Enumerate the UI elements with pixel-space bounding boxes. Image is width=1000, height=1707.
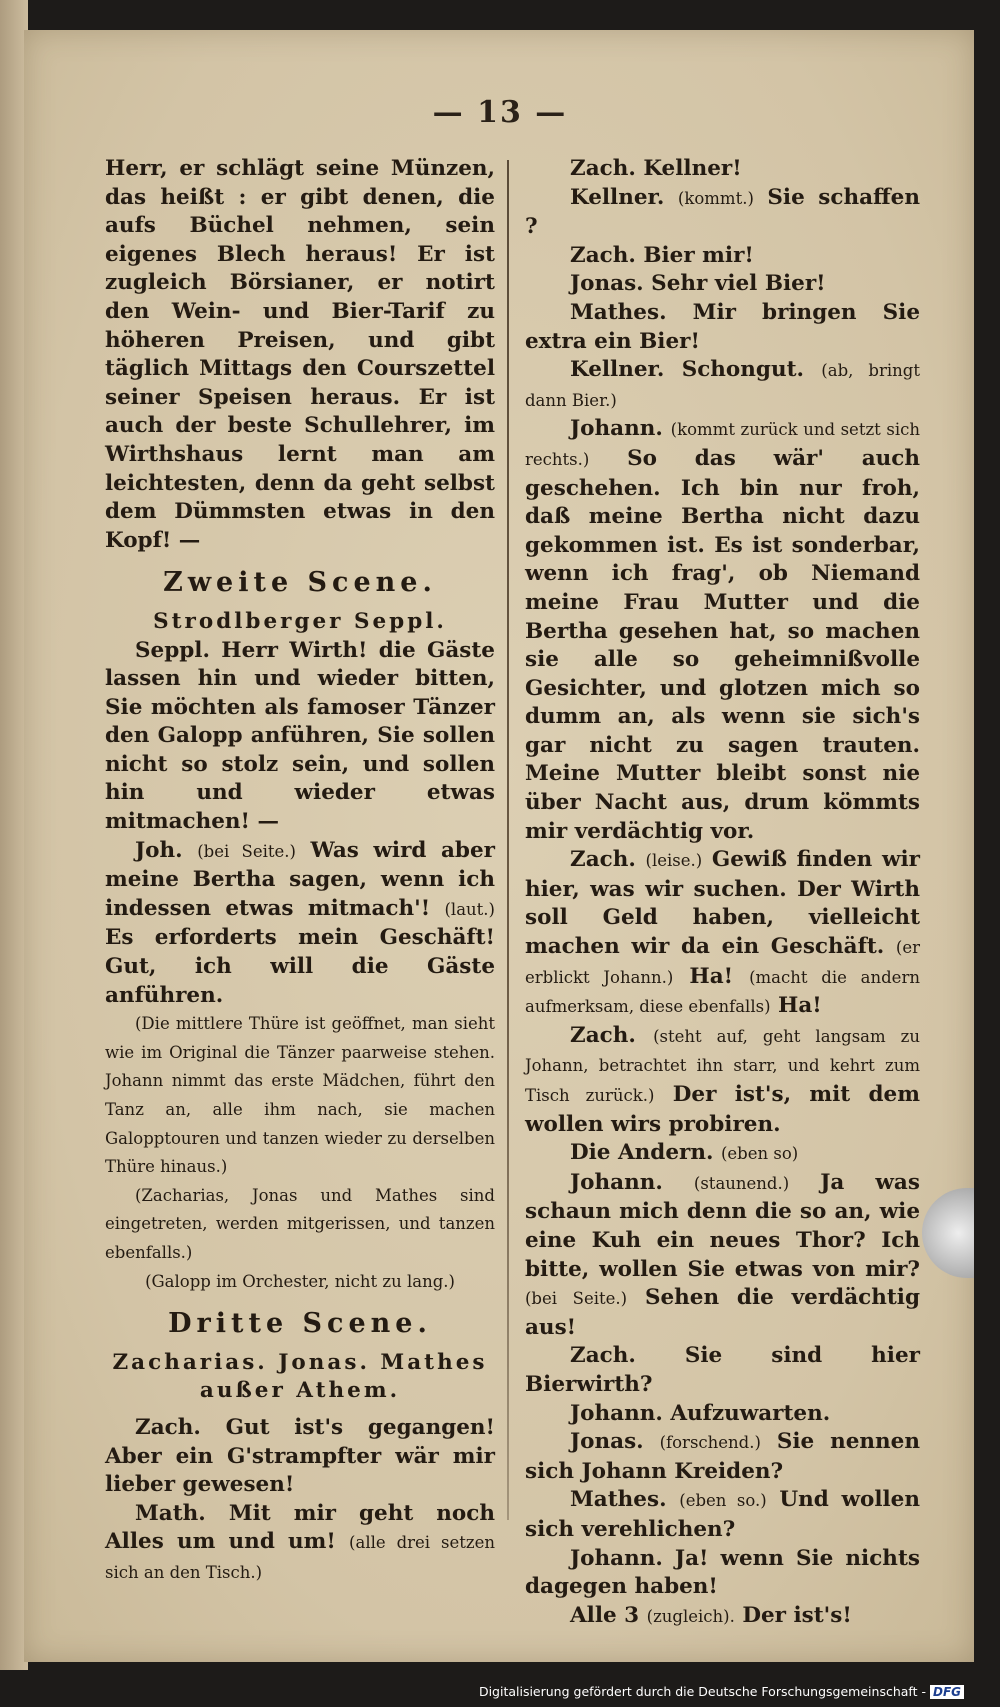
speech-text: Mit mir geht noch Alles um und um! (105, 1500, 495, 1555)
speech-text: Der ist's! (742, 1602, 852, 1628)
stage-direction: (alle drei setzen sich an den Tisch.) (105, 1533, 495, 1582)
stage-direction: (bei Seite.) (525, 1289, 628, 1309)
speech-line (525, 1342, 920, 1399)
stage-direction: (steht auf, geht langsam zu Johann, betrachtet ihn starr, und kehrt zum Tisch zurück.) (525, 1026, 920, 1105)
speech-text: Sie sind hier Bierwirth? (525, 1343, 920, 1397)
speaker: Zach. (570, 242, 636, 268)
speech-text: Was wird aber meine Bertha sagen, wenn ich indessen etwas mitmach'! (105, 837, 495, 921)
speech-text: Aufzuwarten. (670, 1400, 831, 1426)
speech-line (525, 184, 920, 242)
speaker: Johann. (570, 1400, 663, 1426)
speech-seppl (105, 637, 495, 837)
speech-text: So das wär' auch geschehen. Ich bin nur froh, daß meine Bertha nicht dazu gekommen ist. Es ist sonderbar, wenn ich frag', ob Niemand meine Frau Mutter und die Bertha gesehen hat, so machen sie alle so geheimnißvolle Gesichter, und glotzen mich so dumm an, als wenn sie sich's gar nicht zu sagen trauten. Meine Mutter bleibt sonst nie über Nacht aus, drum kömmts mir verdächtig vor. (525, 445, 920, 844)
speaker: Zach. (570, 1022, 636, 1048)
stage-direction: (bei Seite.) (197, 841, 296, 861)
speech-line (525, 846, 920, 1022)
speaker: Johann. (570, 1545, 663, 1571)
speech-text: Ha! (689, 963, 734, 989)
speaker: Zach. (570, 847, 636, 873)
speech-line (525, 270, 920, 299)
speaker: Mathes. (570, 299, 667, 325)
speaker: Seppl. (135, 637, 210, 663)
speaker: Kellner. (570, 184, 665, 210)
stage-direction: (kommt.) (677, 188, 754, 208)
speech-line (525, 1169, 920, 1343)
speech-line (525, 1486, 920, 1544)
scene-characters-2: Strodlberger Seppl. (153, 608, 447, 634)
speech-text: Ha! (778, 993, 822, 1019)
speech-text: Es erforderts mein Geschäft! Gut, ich will die Gäste anführen. (105, 925, 495, 1008)
right-column (525, 155, 920, 1631)
stage-direction: (staunend.) (693, 1173, 790, 1193)
speaker: Math. (135, 1500, 206, 1526)
speech-text: Und wollen sich verehlichen? (525, 1487, 920, 1542)
speaker: Kellner. (570, 357, 665, 383)
stage-direction: (ab, bringt dann Bier.) (525, 361, 920, 410)
speech-text: Sehr viel Bier! (651, 271, 826, 297)
speech-text: Der ist's, mit dem wollen wirs probiren. (525, 1082, 920, 1137)
speaker: Mathes. (570, 1487, 667, 1513)
speech-text: Ja was schaun mich denn die so an, wie eine Kuh ein neues Thor? Ich bitte, wollen Sie etwas von mir? (525, 1169, 920, 1282)
speech-text: Ja! wenn Sie nichts dagegen haben! (525, 1545, 920, 1600)
speaker: Johann. (570, 1169, 663, 1195)
stage-direction: (eben so) (720, 1144, 799, 1164)
page-number: — 13 — (432, 95, 568, 130)
scene-characters-3: Zacharias. Jonas. Mathes außer Athem. (112, 1349, 488, 1404)
speaker: Zach. (570, 156, 636, 181)
speech-text: Gut ist's gegangen! Aber ein G'strampfter wär mir lieber gewesen! (105, 1414, 495, 1498)
left-column (105, 155, 495, 1588)
stage-direction: (zugleich). (646, 1606, 735, 1626)
speech-line (525, 155, 920, 184)
speech-line (525, 242, 920, 271)
speech-text: Sie schaffen ? (525, 184, 920, 240)
stage-direction-dance: (Die mittlere Thüre ist geöffnet, man sieht wie im Original die Tänzer paarweise stehen. Johann nimmt das erste Mädchen, führt den Tanz an, alle ihm nach, sie machen Galopptouren und tanzen wieder zu derselben Thüre hinaus.) (105, 1014, 495, 1177)
speech-line (525, 356, 920, 415)
stage-direction: (eben so.) (679, 1491, 767, 1511)
speech-line (525, 415, 920, 846)
thumb-shadow (922, 1188, 974, 1278)
stage-direction: (laut.) (444, 899, 495, 919)
speech-text: Mir bringen Sie extra ein Bier! (525, 299, 920, 354)
footer-text: Digitalisierung gefördert durch die Deutsche Forschungsgemeinschaft - (478, 1684, 926, 1699)
speech-johann (105, 837, 495, 1011)
speech-line (525, 1545, 920, 1602)
speech-text: Sie nennen sich Johann Kreiden? (525, 1429, 920, 1484)
speaker: Jonas. (570, 1429, 644, 1455)
scene-heading-3: Dritte Scene. (168, 1308, 432, 1340)
speaker: Zach. (570, 1343, 636, 1369)
speech-line (525, 1428, 920, 1486)
speech-math (105, 1500, 495, 1588)
speech-line (525, 1400, 920, 1429)
stage-direction: (er erblickt Johann.) (525, 938, 920, 987)
speech-text: Sehen die verdächtig aus! (525, 1285, 920, 1340)
speaker: Johann. (570, 416, 663, 442)
digitization-footer (479, 1684, 964, 1699)
speech-text: Kellner! (643, 156, 742, 181)
paragraph-intro: Herr, er schlägt seine Münzen, das heißt : er gibt denen, die aufs Büchel nehmen, sein eigenes Blech heraus! Er ist zugleich Börsianer, er notirt den Wein- und Bier-Tarif zu höheren Preisen, und gibt täglich Mittags den Courszettel seiner Speisen heraus. Er ist auch der beste Schullehrer, im Wirthshaus lernt man am leichtesten, denn da geht selbst dem Dümmsten etwas in den Kopf! — (105, 156, 495, 553)
speaker: Zach. (135, 1414, 201, 1440)
speaker: Joh. (135, 837, 183, 863)
speech-text: Gewiß finden wir hier, was wir suchen. Der Wirth soll Geld haben, vielleicht machen wir da ein Geschäft. (525, 847, 920, 960)
speech-line (525, 1139, 920, 1169)
speaker: Die Andern. (570, 1140, 714, 1166)
stage-direction: (forschend.) (659, 1433, 761, 1453)
stage-direction: (leise.) (645, 851, 703, 871)
stage-direction: (kommt zurück und setzt sich rechts.) (525, 420, 920, 469)
stage-direction: (macht die andern aufmerksam, diese ebenfalls) (525, 967, 920, 1017)
speaker: Alle 3 (570, 1602, 640, 1628)
speech-text: Schongut. (681, 357, 804, 383)
speaker: Jonas. (570, 271, 644, 297)
scene-heading-2: Zweite Scene. (163, 567, 437, 599)
speech-line (525, 299, 920, 356)
stage-direction-enter: (Zacharias, Jonas und Mathes sind eingetreten, werden mitgerissen, und tanzen ebenfalls.) (105, 1185, 495, 1262)
stage-direction-galopp: (Galopp im Orchester, nicht zu lang.) (145, 1271, 455, 1291)
speech-text: Herr Wirth! die Gäste lassen hin und wieder bitten, Sie möchten als famoser Tänzer den Galopp anführen, Sie sollen nicht so stolz sein, und sollen hin und wieder etwas mitmachen! — (105, 637, 495, 835)
speech-line (525, 1602, 920, 1632)
dfg-logo-icon: DFG (930, 1685, 964, 1699)
speech-text: Bier mir! (643, 242, 754, 268)
column-divider (507, 160, 509, 1520)
speech-line (525, 1022, 920, 1139)
speech-zach (105, 1414, 495, 1500)
